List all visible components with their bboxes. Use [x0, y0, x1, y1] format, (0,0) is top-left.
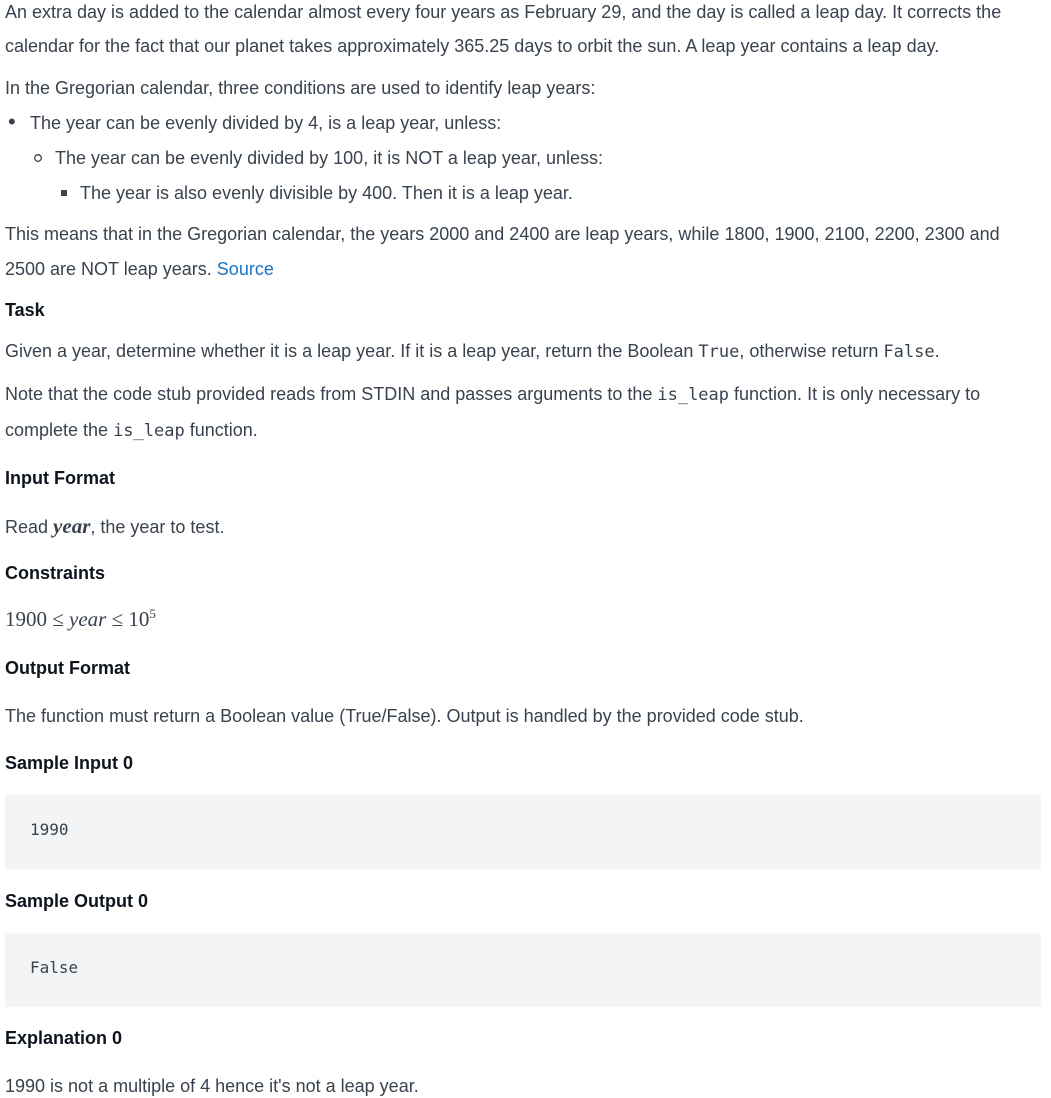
- constraints-heading: Constraints: [5, 563, 106, 583]
- constraint-upper-base: 10: [128, 607, 150, 631]
- input-format-text: [5, 514, 224, 539]
- task-p2-text-a: Note that the code stub provided reads from STDIN and passes arguments to the: [5, 384, 658, 404]
- sample-input-heading: Sample Input 0: [5, 753, 134, 773]
- sample-output-code-block: [5, 933, 1041, 1007]
- task-paragraph-1: [5, 339, 940, 364]
- task-p1-text-a: Given a year, determine whether it is a leap year. If it is a leap year, return the Boolean: [5, 341, 699, 361]
- year-variable: year: [53, 514, 91, 538]
- input-format-heading: Input Format: [5, 468, 115, 488]
- means-line-2: [5, 257, 274, 281]
- input-format-text-a: Read: [5, 517, 54, 537]
- source-link[interactable]: Source: [216, 259, 274, 279]
- constraint-lower: 1900: [5, 607, 47, 631]
- explanation-heading: Explanation 0: [5, 1028, 123, 1048]
- sample-output-heading: Sample Output 0: [5, 891, 149, 911]
- means-line-1: This means that in the Gregorian calendar, the years 2000 and 2400 are leap years, while 1800, 1900, 2100, 2200, 2300 and: [5, 224, 1000, 244]
- task-p1-text-c: .: [934, 341, 940, 361]
- task-paragraph-2: [5, 382, 980, 407]
- task-paragraph-3: [5, 418, 258, 443]
- constraint-expression: [5, 607, 156, 631]
- leq-symbol-2: ≤: [111, 607, 124, 631]
- output-format-text: The function must return a Boolean value (True/False). Output is handled by the provided code stub.: [5, 706, 804, 726]
- output-format-heading: Output Format: [5, 658, 130, 678]
- constraint-upper-exponent: 5: [149, 606, 156, 621]
- conditions-intro: In the Gregorian calendar, three conditions are used to identify leap years:: [5, 78, 596, 98]
- task-p1-text-b: , otherwise return: [739, 341, 884, 361]
- task-p3-text-a: complete the: [5, 420, 114, 440]
- task-heading: Task: [5, 300, 45, 320]
- sample-input-code: 1990: [30, 820, 69, 839]
- is-leap-code: is_leap: [657, 385, 730, 405]
- intro-line-1: An extra day is added to the calendar almost every four years as February 29, and the day is called a leap day. It corrects the: [5, 2, 1002, 22]
- condition-2: The year can be evenly divided by 100, it is NOT a leap year, unless:: [55, 148, 603, 168]
- condition-3: The year is also evenly divisible by 400. Then it is a leap year.: [80, 183, 573, 203]
- sample-input-code-block: [5, 795, 1041, 869]
- true-code: True: [698, 342, 740, 362]
- constraint-variable: year: [69, 607, 107, 631]
- task-p2-text-b: function. It is only necessary to: [729, 384, 981, 404]
- is-leap-code-2: is_leap: [113, 421, 185, 441]
- circle-bullet-icon: [33, 146, 43, 176]
- false-code: False: [883, 342, 935, 362]
- task-p3-text-b: function.: [184, 420, 258, 440]
- sample-output-code: False: [30, 958, 79, 977]
- square-bullet-icon: [60, 181, 68, 211]
- input-format-text-b: , the year to test.: [90, 517, 225, 537]
- explanation-text: 1990 is not a multiple of 4 hence it's not a leap year.: [5, 1076, 419, 1096]
- means-line-2-text: 2500 are NOT leap years.: [5, 259, 212, 279]
- leq-symbol-1: ≤: [52, 607, 64, 631]
- disc-bullet-icon: •: [8, 109, 16, 134]
- intro-line-2: calendar for the fact that our planet takes approximately 365.25 days to orbit the sun. A leap year contains a leap day.: [5, 36, 940, 56]
- condition-1: The year can be evenly divided by 4, is a leap year, unless:: [30, 113, 502, 133]
